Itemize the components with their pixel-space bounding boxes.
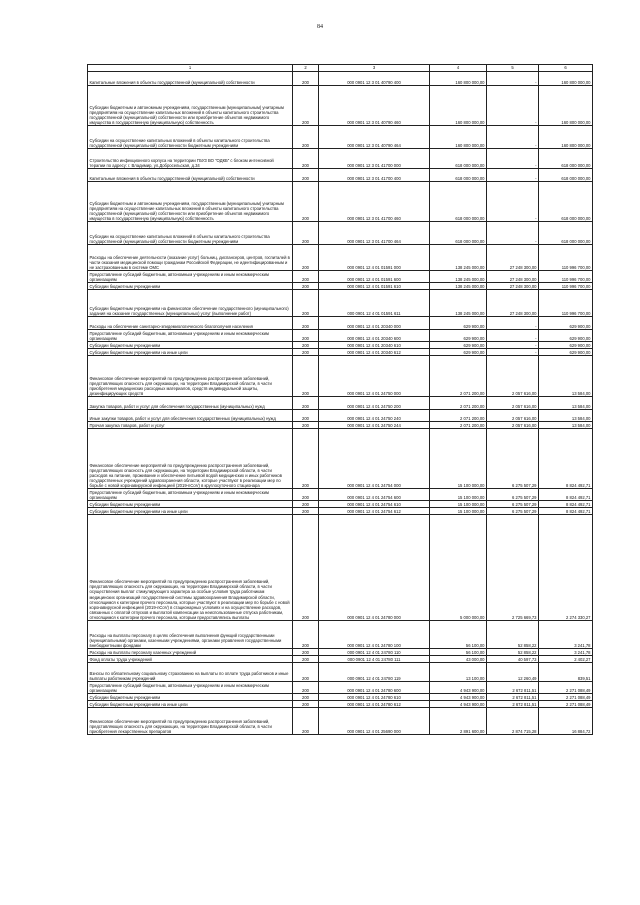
table-body [88,72,593,735]
executed-amount-cell: 2 057 616,00 [487,410,539,422]
approved-amount-cell: 138 245 000,00 [430,283,487,290]
approved-amount-cell: 138 245 000,00 [430,245,487,271]
executed-amount-cell: 6 275 507,29 [487,429,539,489]
budget-classification-code-cell: 000 0901 12 3 01 40790 460 [319,86,430,126]
budget-classification-code-cell: 000 0901 12 4 01 24754 000 [319,429,430,489]
line-code-cell: 200 [293,429,319,489]
expense-name-cell: Фонд оплаты труда учреждений [88,656,293,663]
approved-amount-cell: 160 800 000,00 [430,126,487,149]
approved-amount-cell: 618 000 000,00 [430,222,487,245]
table-row [88,317,593,330]
unexecuted-amount-cell: 839,51 [539,663,593,682]
approved-amount-cell: 629 900,00 [430,349,487,356]
table-row [88,422,593,429]
executed-amount-cell: - [487,72,539,86]
line-code-cell: 200 [293,330,319,342]
expense-name-cell: Финансовое обеспечение мероприятий по предупреждению распространения заболеваний, представляющих опасность для окружающих, на территории Владимирской области, в части осуществления выплат стимулирующего характера за особые условия труда работникам медицинских организаций государственной системы здравоохранения Владимирской области, относящимся к категории прочего персонала, которые участвуют в реализации мер по борьбе с новой коронавирусной инфекцией (2019-nCoV) в стационарных условиях и на осуществление расходов, связанных с оплатой отпусков и выплатой компенсации за неиспользованные отпуска работникам, относящимся к категории прочего персонала, которым предоставлялись выплаты [88,515,293,621]
approved-amount-cell: 5 000 000,00 [430,515,487,621]
approved-amount-cell: 160 800 000,00 [430,86,487,126]
line-code-cell: 200 [293,621,319,649]
line-code-cell: 200 [293,656,319,663]
table-row [88,283,593,290]
budget-classification-code-cell: 000 0901 12 4 01 24780 100 [319,621,430,649]
line-code-cell: 200 [293,489,319,501]
budget-classification-code-cell: 000 0901 12 4 01 01591 000 [319,245,430,271]
executed-amount-cell: - [487,349,539,356]
executed-amount-cell: - [487,342,539,349]
unexecuted-amount-cell: 2 402,27 [539,656,593,663]
table-row [88,701,593,708]
budget-classification-code-cell: 000 0901 12 3 01 41700 460 [319,182,430,222]
budget-classification-code-cell: 000 0901 12 4 01 24780 111 [319,656,430,663]
unexecuted-amount-cell: 2 271 088,49 [539,682,593,694]
unexecuted-amount-cell: 110 996 700,00 [539,245,593,271]
executed-amount-cell: 52 858,22 [487,649,539,656]
budget-table [87,64,593,735]
expense-name-cell: Прочая закупка товаров, работ и услуг [88,422,293,429]
line-code-cell: 200 [293,182,319,222]
budget-classification-code-cell: 000 0901 12 4 01 24780 610 [319,694,430,701]
approved-amount-cell: 2 071 200,00 [430,410,487,422]
budget-classification-code-cell: 000 0901 12 4 01 24754 610 [319,501,430,508]
table-row [88,682,593,694]
expense-name-cell: Субсидии бюджетным учреждениям на финансовое обеспечение государственного (муниципального) задания на оказание государственных (муниципальных) услуг (выполнение работ) [88,290,293,317]
unexecuted-amount-cell: 13 584,00 [539,397,593,410]
approved-amount-cell: 4 943 900,00 [430,694,487,701]
line-code-cell: 200 [293,708,319,735]
unexecuted-amount-cell: 2 271 088,49 [539,701,593,708]
budget-classification-code-cell: 000 0901 12 4 01 24780 612 [319,701,430,708]
expense-name-cell: Предоставление субсидий бюджетным, автономным учреждениям и иным некоммерческим организациям [88,682,293,694]
line-code-cell: 200 [293,126,319,149]
table-row [88,397,593,410]
unexecuted-amount-cell: 629 900,00 [539,330,593,342]
line-code-cell: 200 [293,271,319,283]
unexecuted-amount-cell: 110 996 700,00 [539,283,593,290]
budget-classification-code-cell: 000 0901 12 3 01 41700 000 [319,149,430,169]
unexecuted-amount-cell: 2 274 330,27 [539,515,593,621]
line-code-cell: 200 [293,149,319,169]
unexecuted-amount-cell: 110 996 700,00 [539,290,593,317]
budget-classification-code-cell: 000 0901 12 4 01 24750 240 [319,410,430,422]
table-row [88,349,593,356]
line-code-cell: 200 [293,222,319,245]
line-code-cell: 200 [293,356,319,397]
expense-name-cell: Субсидии на осуществление капитальных вложений в объекты капитального строительства государственной (муниципальной) собственности бюджетным учреждениям [88,126,293,149]
expense-name-cell: Субсидии бюджетным и автономным учреждениям, государственным (муниципальным) унитарным предприятиям на осуществление капитальных вложений в объекты капитального строительства государственной (муниципальной) собственности или приобретение объектов недвижимого имущества в государственную (муниципальную) собственность [88,86,293,126]
approved-amount-cell: 2 071 200,00 [430,397,487,410]
approved-amount-cell: 160 800 000,00 [430,72,487,86]
table-row [88,663,593,682]
expense-name-cell: Расходы на обеспечение деятельности (оказание услуг) больниц, диспансеров, центров, госпиталей в части оказания медицинской помощи гражданам Российской Федерации, не идентифицированным и не застрахованным в системе ОМС [88,245,293,271]
expense-name-cell: Финансовое обеспечение мероприятий по предупреждению распространения заболеваний, представляющих опасность для окружающих, на территории Владимирской области, в части приобретения медицинских расходных материалов, средств индивидуальной защиты, дезинфицирующих средств [88,356,293,397]
approved-amount-cell: 15 100 000,00 [430,501,487,508]
table-row [88,508,593,515]
budget-classification-code-cell: 000 0901 12 4 01 20340 000 [319,317,430,330]
budget-classification-code-cell: 000 0901 12 4 01 01591 610 [319,283,430,290]
executed-amount-cell: 6 275 507,29 [487,508,539,515]
budget-classification-code-cell: 000 0901 12 4 01 24750 244 [319,422,430,429]
line-code-cell: 200 [293,283,319,290]
table-row [88,72,593,86]
unexecuted-amount-cell: 629 900,00 [539,349,593,356]
unexecuted-amount-cell: 618 000 000,00 [539,222,593,245]
table-row [88,149,593,169]
executed-amount-cell: 2 057 616,00 [487,422,539,429]
line-code-cell: 200 [293,649,319,656]
table-row [88,356,593,397]
unexecuted-amount-cell: 629 900,00 [539,342,593,349]
table-row [88,649,593,656]
unexecuted-amount-cell: 16 884,72 [539,708,593,735]
budget-classification-code-cell: 000 0901 12 4 01 24780 600 [319,682,430,694]
expense-name-cell: Субсидии бюджетным учреждениям [88,694,293,701]
expense-name-cell: Капитальные вложения в объекты государственной (муниципальной) собственности [88,169,293,182]
expense-name-cell: Субсидии бюджетным учреждениям на иные цели [88,508,293,515]
executed-amount-cell: - [487,182,539,222]
line-code-cell: 200 [293,501,319,508]
table-row [88,708,593,735]
table-row [88,694,593,701]
line-code-cell: 200 [293,290,319,317]
line-code-cell: 200 [293,701,319,708]
column-header: 2 [293,65,319,72]
expense-name-cell: Субсидии бюджетным учреждениям [88,283,293,290]
table-row [88,489,593,501]
column-number-row [88,65,593,72]
approved-amount-cell: 43 000,00 [430,656,487,663]
approved-amount-cell: 4 943 900,00 [430,701,487,708]
executed-amount-cell: - [487,149,539,169]
budget-classification-code-cell: 000 0901 12 4 01 01591 600 [319,271,430,283]
table-row [88,222,593,245]
approved-amount-cell: 15 100 000,00 [430,489,487,501]
expense-name-cell: Субсидии бюджетным учреждениям [88,342,293,349]
expense-name-cell: Капитальные вложения в объекты государственной (муниципальной) собственности [88,72,293,86]
line-code-cell: 200 [293,317,319,330]
executed-amount-cell: 2 725 669,73 [487,515,539,621]
expense-name-cell: Финансовое обеспечение мероприятий по предупреждению распространения заболеваний, представляющих опасность для окружающих, на территории Владимирской области, в части расходов на питание, проживание и обеспечение питьевой водой медицинских и иных работников государственных учреждений здравоохранения области, которые участвуют в реализации мер по борьбе с новой коронавирусной инфекцией (2019-nCoV) в круглосуточного стационара [88,429,293,489]
page-number: 84 [317,24,323,30]
column-header: 3 [319,65,430,72]
executed-amount-cell: 6 275 507,29 [487,501,539,508]
executed-amount-cell: 27 248 300,00 [487,271,539,283]
expense-name-cell: Субсидии бюджетным и автономным учреждениям, государственным (муниципальным) унитарным предприятиям на осуществление капитальных вложений в объекты капитального строительства государственной (муниципальной) собственности или приобретение объектов недвижимого имущества в государственную (муниципальную) собственность [88,182,293,222]
budget-classification-code-cell: 000 0901 12 4 01 24750 200 [319,397,430,410]
budget-classification-code-cell: 000 0901 12 4 01 24780 110 [319,649,430,656]
column-header: 1 [88,65,293,72]
line-code-cell: 200 [293,86,319,126]
expense-name-cell: Субсидии на осуществление капитальных вложений в объекты капитального строительства государственной (муниципальной) собственности бюджетным учреждениям [88,222,293,245]
unexecuted-amount-cell: 13 584,00 [539,410,593,422]
expense-name-cell: Субсидии бюджетным учреждениям [88,501,293,508]
budget-classification-code-cell: 000 0901 12 4 01 24754 612 [319,508,430,515]
unexecuted-amount-cell: 13 584,00 [539,422,593,429]
column-header: 4 [430,65,487,72]
budget-classification-code-cell: 000 0901 12 4 01 24780 119 [319,663,430,682]
line-code-cell: 200 [293,508,319,515]
executed-amount-cell: 40 597,73 [487,656,539,663]
executed-amount-cell: 2 057 616,00 [487,397,539,410]
budget-classification-code-cell: 000 0901 12 4 01 20340 612 [319,349,430,356]
approved-amount-cell: 618 000 000,00 [430,149,487,169]
line-code-cell: 200 [293,72,319,86]
budget-classification-code-cell: 000 0901 12 4 01 25690 000 [319,708,430,735]
executed-amount-cell: 27 248 300,00 [487,290,539,317]
executed-amount-cell: 6 275 507,29 [487,489,539,501]
budget-classification-code-cell: 000 0901 12 3 01 40790 464 [319,126,430,149]
executed-amount-cell: 52 858,22 [487,621,539,649]
unexecuted-amount-cell: 2 271 088,49 [539,694,593,701]
line-code-cell: 200 [293,349,319,356]
executed-amount-cell: - [487,330,539,342]
budget-classification-code-cell: 000 0901 12 3 01 41700 464 [319,222,430,245]
line-code-cell: 200 [293,682,319,694]
unexecuted-amount-cell: 629 900,00 [539,317,593,330]
expense-name-cell: Предоставление субсидий бюджетным, автономным учреждениям и иным некоммерческим организациям [88,271,293,283]
unexecuted-amount-cell: 13 584,00 [539,356,593,397]
unexecuted-amount-cell: 110 996 700,00 [539,271,593,283]
unexecuted-amount-cell: 160 800 000,00 [539,126,593,149]
unexecuted-amount-cell: 160 800 000,00 [539,72,593,86]
budget-classification-code-cell: 000 0901 12 4 01 24754 600 [319,489,430,501]
budget-classification-code-cell: 000 0901 12 3 01 41700 400 [319,169,430,182]
unexecuted-amount-cell: 618 000 000,00 [539,182,593,222]
line-code-cell: 200 [293,342,319,349]
executed-amount-cell: 2 672 811,51 [487,694,539,701]
executed-amount-cell: - [487,317,539,330]
line-code-cell: 200 [293,245,319,271]
approved-amount-cell: 13 100,00 [430,663,487,682]
approved-amount-cell: 56 100,00 [430,621,487,649]
table-row [88,245,593,271]
approved-amount-cell: 618 000 000,00 [430,169,487,182]
table-row [88,621,593,649]
unexecuted-amount-cell: 8 824 492,71 [539,501,593,508]
expense-name-cell: Закупка товаров, работ и услуг для обеспечения государственных (муниципальных) нужд [88,397,293,410]
budget-classification-code-cell: 000 0901 12 4 01 24750 000 [319,356,430,397]
line-code-cell: 200 [293,422,319,429]
table-row [88,342,593,349]
expense-name-cell: Предоставление субсидий бюджетным, автономным учреждениям и иным некоммерческим организациям [88,330,293,342]
approved-amount-cell: 629 900,00 [430,342,487,349]
line-code-cell: 200 [293,397,319,410]
budget-classification-code-cell: 000 0901 12 4 01 24780 000 [319,515,430,621]
expense-name-cell: Субсидии бюджетным учреждениям на иные цели [88,701,293,708]
approved-amount-cell: 4 943 900,00 [430,682,487,694]
approved-amount-cell: 2 071 200,00 [430,422,487,429]
table-row [88,330,593,342]
executed-amount-cell: 2 057 616,00 [487,356,539,397]
approved-amount-cell: 15 100 000,00 [430,429,487,489]
executed-amount-cell: 27 248 300,00 [487,245,539,271]
executed-amount-cell: 27 248 300,00 [487,283,539,290]
approved-amount-cell: 138 245 000,00 [430,290,487,317]
budget-classification-code-cell: 000 0901 12 4 01 20340 610 [319,342,430,349]
table-row [88,410,593,422]
budget-classification-code-cell: 000 0901 12 4 01 20340 600 [319,330,430,342]
approved-amount-cell: 2 071 200,00 [430,356,487,397]
budget-classification-code-cell: 000 0901 12 4 01 01591 611 [319,290,430,317]
expense-name-cell: Иные закупки товаров, работ и услуг для обеспечения государственных (муниципальных) нужд [88,410,293,422]
budget-classification-code-cell: 000 0901 12 3 01 40790 400 [319,72,430,86]
unexecuted-amount-cell: 8 824 492,71 [539,508,593,515]
executed-amount-cell: - [487,86,539,126]
unexecuted-amount-cell: 618 000 000,00 [539,169,593,182]
executed-amount-cell: - [487,126,539,149]
line-code-cell: 200 [293,663,319,682]
line-code-cell: 200 [293,169,319,182]
table-row [88,290,593,317]
unexecuted-amount-cell: 618 000 000,00 [539,149,593,169]
expense-name-cell: Взносы по обязательному социальному страхованию на выплаты по оплате труда работников и иные выплаты работникам учреждений [88,663,293,682]
approved-amount-cell: 629 900,00 [430,330,487,342]
table-row [88,656,593,663]
unexecuted-amount-cell: 8 824 492,71 [539,489,593,501]
approved-amount-cell: 56 100,00 [430,649,487,656]
executed-amount-cell: - [487,169,539,182]
approved-amount-cell: 138 245 000,00 [430,271,487,283]
executed-amount-cell: 2 672 811,51 [487,701,539,708]
executed-amount-cell: - [487,222,539,245]
table-row [88,501,593,508]
expense-name-cell: Расходы на выплаты персоналу в целях обеспечения выполнения функций государственными (муниципальными) органами, казенными учреждениями, органами управления государственными внебюджетными фондами [88,621,293,649]
unexecuted-amount-cell: 160 800 000,00 [539,86,593,126]
table-row [88,182,593,222]
executed-amount-cell: 2 874 715,28 [487,708,539,735]
column-header: 6 [539,65,593,72]
expense-name-cell: Строительство инфекционного корпуса на территории ГБУЗ ВО "ОДКБ" с блоком интенсивной терапии по адресу: г. Владимир, ул.Добросельская, д.34 [88,149,293,169]
table-row [88,126,593,149]
unexecuted-amount-cell: 3 241,78 [539,621,593,649]
line-code-cell: 200 [293,515,319,621]
table-row [88,86,593,126]
unexecuted-amount-cell: 8 824 492,71 [539,429,593,489]
table-row [88,169,593,182]
expense-name-cell: Расходы на выплаты персоналу казенных учреждений [88,649,293,656]
approved-amount-cell: 618 000 000,00 [430,182,487,222]
approved-amount-cell: 15 100 000,00 [430,508,487,515]
expense-name-cell: Субсидии бюджетным учреждениям на иные цели [88,349,293,356]
table-row [88,515,593,621]
line-code-cell: 200 [293,694,319,701]
table-row [88,271,593,283]
expense-name-cell: Предоставление субсидий бюджетным, автономным учреждениям и иным некоммерческим организациям [88,489,293,501]
executed-amount-cell: 12 260,49 [487,663,539,682]
approved-amount-cell: 629 900,00 [430,317,487,330]
expense-name-cell: Расходы на обеспечение санитарно-эпидемиологического благополучия населения [88,317,293,330]
column-header: 5 [487,65,539,72]
table-row [88,429,593,489]
executed-amount-cell: 2 672 811,51 [487,682,539,694]
expense-name-cell: Финансовое обеспечение мероприятий по предупреждению распространения заболеваний, представляющих опасность для окружающих, на территории Владимирской области, в части приобретения лекарственных препаратов [88,708,293,735]
approved-amount-cell: 2 891 600,00 [430,708,487,735]
unexecuted-amount-cell: 3 241,78 [539,649,593,656]
line-code-cell: 200 [293,410,319,422]
